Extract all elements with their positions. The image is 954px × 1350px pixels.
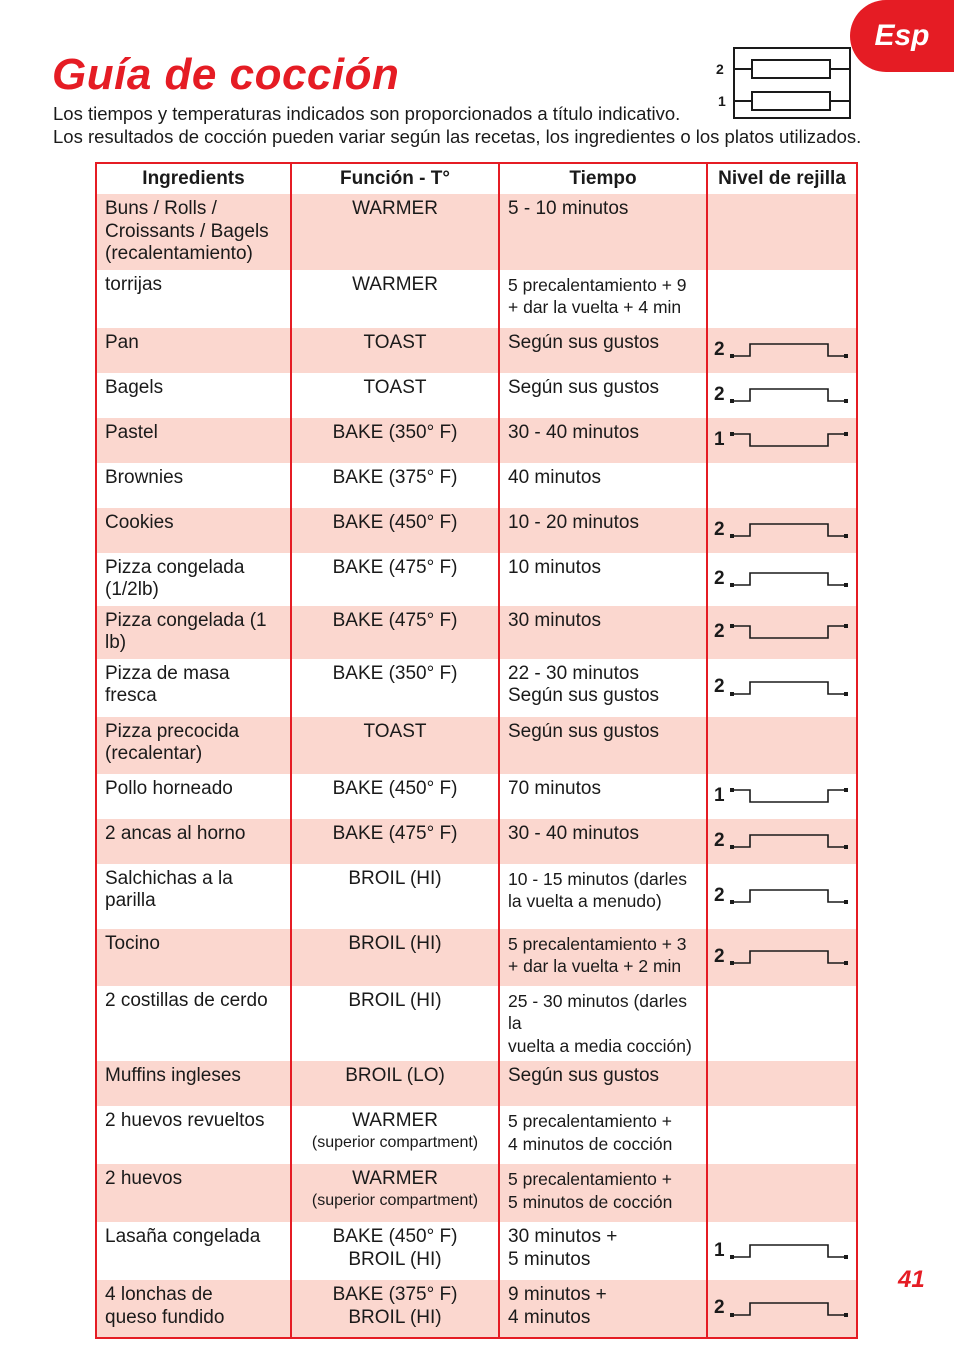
rack-level-icon bbox=[730, 621, 850, 643]
rack-level-number: 2 bbox=[714, 829, 725, 851]
table-row bbox=[96, 1164, 857, 1222]
ingredient-cell: Pastel bbox=[96, 418, 291, 463]
function-cell bbox=[291, 929, 499, 986]
table-row bbox=[96, 864, 857, 929]
rack-level-icon bbox=[730, 946, 850, 968]
language-tab: Esp bbox=[850, 0, 954, 72]
rack-level-number: 2 bbox=[714, 884, 725, 906]
table-header-row bbox=[96, 163, 857, 194]
intro-text bbox=[53, 102, 861, 148]
rack-level-icon bbox=[730, 568, 850, 590]
function-label: WARMER bbox=[352, 1168, 438, 1189]
ingredient-cell: Buns / Rolls / Croissants / Bagels (recalentamiento) bbox=[96, 194, 291, 270]
cooking-guide-table bbox=[95, 162, 856, 1339]
rack-level-cell bbox=[707, 1280, 857, 1338]
table-row bbox=[96, 819, 857, 864]
ingredient-cell: Bagels bbox=[96, 373, 291, 418]
function-cell bbox=[291, 1164, 499, 1222]
rack-level-icon bbox=[730, 519, 850, 541]
function-label: BAKE (350° F) bbox=[332, 421, 458, 443]
rack-level-number: 2 bbox=[714, 620, 725, 642]
rack-level-cell bbox=[707, 1164, 857, 1222]
function-cell bbox=[291, 1222, 499, 1280]
rack-level-cell bbox=[707, 659, 857, 717]
header-function: Función - T° bbox=[291, 163, 499, 194]
rack-level-icon bbox=[730, 384, 850, 406]
table-row bbox=[96, 373, 857, 418]
rack-level-icon bbox=[730, 677, 850, 699]
table-row bbox=[96, 270, 857, 328]
rack-level-cell bbox=[707, 373, 857, 418]
rack-level-cell bbox=[707, 717, 857, 774]
ingredient-cell: Pizza congelada (1/2lb) bbox=[96, 553, 291, 606]
rack-label-lower: 1 bbox=[718, 93, 726, 109]
table-row bbox=[96, 328, 857, 373]
ingredient-cell: Tocino bbox=[96, 929, 291, 986]
function-label: BAKE (450° F) bbox=[332, 777, 458, 799]
time-cell: Según sus gustos bbox=[499, 717, 707, 774]
rack-level-cell bbox=[707, 1061, 857, 1106]
header-ingredients: Ingredients bbox=[96, 163, 291, 194]
header-rack-level: Nivel de rejilla bbox=[707, 163, 857, 194]
time-cell: 30 - 40 minutos bbox=[499, 819, 707, 864]
time-cell: 30 minutos bbox=[499, 606, 707, 659]
table-row bbox=[96, 553, 857, 606]
rack-level-cell bbox=[707, 606, 857, 659]
function-cell bbox=[291, 328, 499, 373]
rack-level-cell bbox=[707, 270, 857, 328]
table-row bbox=[96, 1222, 857, 1280]
function-label: BAKE (375° F) bbox=[332, 466, 458, 488]
rack-level-number: 2 bbox=[714, 1297, 725, 1319]
time-cell: 5 precalentamiento + 9 + dar la vuelta + 4 min bbox=[499, 270, 707, 328]
function-label: WARMER bbox=[352, 198, 438, 219]
time-cell: 25 - 30 minutos (darles la vuelta a media cocción) bbox=[499, 986, 707, 1062]
function-label: WARMER bbox=[352, 273, 438, 295]
time-cell: 30 minutos + 5 minutos bbox=[499, 1222, 707, 1280]
function-label: BROIL (LO) bbox=[345, 1065, 445, 1086]
rack-level-number: 1 bbox=[714, 1239, 725, 1261]
ingredient-cell: 2 huevos revueltos bbox=[96, 1106, 291, 1164]
function-cell bbox=[291, 717, 499, 774]
rack-level-icon bbox=[730, 429, 850, 451]
rack-level-cell bbox=[707, 929, 857, 986]
table-row bbox=[96, 194, 857, 270]
function-label: WARMER bbox=[352, 1110, 438, 1131]
function-label: BAKE (475° F) bbox=[332, 556, 458, 578]
rack-level-number: 2 bbox=[714, 945, 725, 967]
ingredient-cell: Brownies bbox=[96, 463, 291, 508]
rack-level-cell bbox=[707, 1106, 857, 1164]
function-label: BAKE (450° F) bbox=[332, 511, 458, 533]
function-cell bbox=[291, 553, 499, 606]
function-label: TOAST bbox=[363, 331, 427, 353]
ingredient-cell: Pizza de masa fresca bbox=[96, 659, 291, 717]
ingredient-cell: 2 ancas al horno bbox=[96, 819, 291, 864]
function-cell bbox=[291, 606, 499, 659]
rack-level-cell bbox=[707, 553, 857, 606]
rack-level-icon bbox=[730, 785, 850, 807]
time-cell: 30 - 40 minutos bbox=[499, 418, 707, 463]
ingredient-cell: 2 costillas de cerdo bbox=[96, 986, 291, 1062]
function-cell bbox=[291, 986, 499, 1062]
ingredient-cell: Cookies bbox=[96, 508, 291, 553]
rack-level-cell bbox=[707, 986, 857, 1062]
rack-level-cell bbox=[707, 819, 857, 864]
ingredient-cell: Lasaña congelada bbox=[96, 1222, 291, 1280]
rack-level-icon bbox=[730, 830, 850, 852]
time-cell: 22 - 30 minutos Según sus gustos bbox=[499, 659, 707, 717]
table-row bbox=[96, 418, 857, 463]
table-row bbox=[96, 774, 857, 819]
rack-level-number: 1 bbox=[714, 428, 725, 450]
function-label: BROIL (HI) bbox=[348, 932, 442, 954]
rack-level-cell bbox=[707, 864, 857, 929]
ingredient-cell: Pizza precocida (recalentar) bbox=[96, 717, 291, 774]
function-label: BAKE (375° F) bbox=[332, 1284, 458, 1305]
function-sublabel: BROIL (HI) bbox=[348, 1306, 442, 1328]
function-cell bbox=[291, 659, 499, 717]
rack-level-number: 2 bbox=[714, 567, 725, 589]
time-cell: 5 precalentamiento + 4 minutos de cocción bbox=[499, 1106, 707, 1164]
rack-level-icon bbox=[730, 1240, 850, 1262]
ingredient-cell: Pizza congelada (1 lb) bbox=[96, 606, 291, 659]
time-cell: 10 - 20 minutos bbox=[499, 508, 707, 553]
rack-label-upper: 2 bbox=[716, 61, 724, 77]
function-cell bbox=[291, 463, 499, 508]
table-row bbox=[96, 606, 857, 659]
rack-level-icon bbox=[730, 885, 850, 907]
page-number: 41 bbox=[898, 1266, 925, 1293]
time-cell: Según sus gustos bbox=[499, 373, 707, 418]
rack-level-number: 1 bbox=[714, 784, 725, 806]
function-sublabel: BROIL (HI) bbox=[348, 1248, 442, 1270]
time-cell: 10 - 15 minutos (darles la vuelta a menudo) bbox=[499, 864, 707, 929]
rack-level-icon bbox=[730, 1298, 850, 1320]
function-label: BROIL (HI) bbox=[348, 989, 442, 1011]
time-cell: 9 minutos + 4 minutos bbox=[499, 1280, 707, 1338]
rack-level-number: 2 bbox=[714, 676, 725, 698]
function-sublabel: (superior compartment) bbox=[311, 1191, 479, 1209]
function-cell bbox=[291, 864, 499, 929]
function-label: BAKE (350° F) bbox=[332, 662, 458, 684]
ingredient-cell: 2 huevos bbox=[96, 1164, 291, 1222]
ingredient-cell: 4 lonchas de queso fundido bbox=[96, 1280, 291, 1338]
table-row bbox=[96, 929, 857, 986]
intro-line-1: Los tiempos y temperaturas indicados son proporcionados a título indicativo. bbox=[53, 103, 681, 124]
table-row bbox=[96, 463, 857, 508]
ingredient-cell: Pan bbox=[96, 328, 291, 373]
time-cell: 5 - 10 minutos bbox=[499, 194, 707, 270]
time-cell: 40 minutos bbox=[499, 463, 707, 508]
function-label: BAKE (475° F) bbox=[332, 609, 458, 631]
table-row bbox=[96, 1061, 857, 1106]
rack-level-cell bbox=[707, 418, 857, 463]
time-cell: 5 precalentamiento + 3 + dar la vuelta + 2 min bbox=[499, 929, 707, 986]
rack-level-cell bbox=[707, 463, 857, 508]
time-cell: 10 minutos bbox=[499, 553, 707, 606]
rack-level-cell bbox=[707, 508, 857, 553]
intro-line-2: Los resultados de cocción pueden variar según las recetas, los ingredientes o los platos utilizados. bbox=[53, 126, 862, 147]
function-label: TOAST bbox=[363, 720, 427, 742]
rack-level-number: 2 bbox=[714, 518, 725, 540]
page-title: Guía de cocción bbox=[52, 50, 400, 99]
time-cell: Según sus gustos bbox=[499, 328, 707, 373]
function-cell bbox=[291, 508, 499, 553]
function-label: BAKE (450° F) bbox=[332, 1226, 458, 1247]
function-cell bbox=[291, 1280, 499, 1338]
table-row bbox=[96, 986, 857, 1062]
function-cell bbox=[291, 270, 499, 328]
table-row bbox=[96, 508, 857, 553]
function-label: TOAST bbox=[363, 376, 427, 398]
function-cell bbox=[291, 819, 499, 864]
ingredient-cell: Salchichas a la parilla bbox=[96, 864, 291, 929]
rack-level-cell bbox=[707, 194, 857, 270]
rack-level-cell bbox=[707, 774, 857, 819]
table-row bbox=[96, 659, 857, 717]
function-cell bbox=[291, 373, 499, 418]
function-cell bbox=[291, 774, 499, 819]
function-label: BAKE (475° F) bbox=[332, 822, 458, 844]
function-sublabel: (superior compartment) bbox=[311, 1133, 479, 1151]
table-row bbox=[96, 1106, 857, 1164]
time-cell: 5 precalentamiento + 5 minutos de cocción bbox=[499, 1164, 707, 1222]
rack-level-cell bbox=[707, 1222, 857, 1280]
header-time: Tiempo bbox=[499, 163, 707, 194]
rack-level-number: 2 bbox=[714, 383, 725, 405]
function-label: BROIL (HI) bbox=[348, 867, 442, 889]
time-cell: 70 minutos bbox=[499, 774, 707, 819]
table-row bbox=[96, 1280, 857, 1338]
ingredient-cell: Pollo horneado bbox=[96, 774, 291, 819]
rack-level-icon bbox=[730, 339, 850, 361]
function-cell bbox=[291, 1106, 499, 1164]
rack-level-number: 2 bbox=[714, 338, 725, 360]
table-row bbox=[96, 717, 857, 774]
function-cell bbox=[291, 194, 499, 270]
time-cell: Según sus gustos bbox=[499, 1061, 707, 1106]
rack-level-cell bbox=[707, 328, 857, 373]
function-cell bbox=[291, 418, 499, 463]
function-cell bbox=[291, 1061, 499, 1106]
ingredient-cell: Muffins ingleses bbox=[96, 1061, 291, 1106]
ingredient-cell: torrijas bbox=[96, 270, 291, 328]
